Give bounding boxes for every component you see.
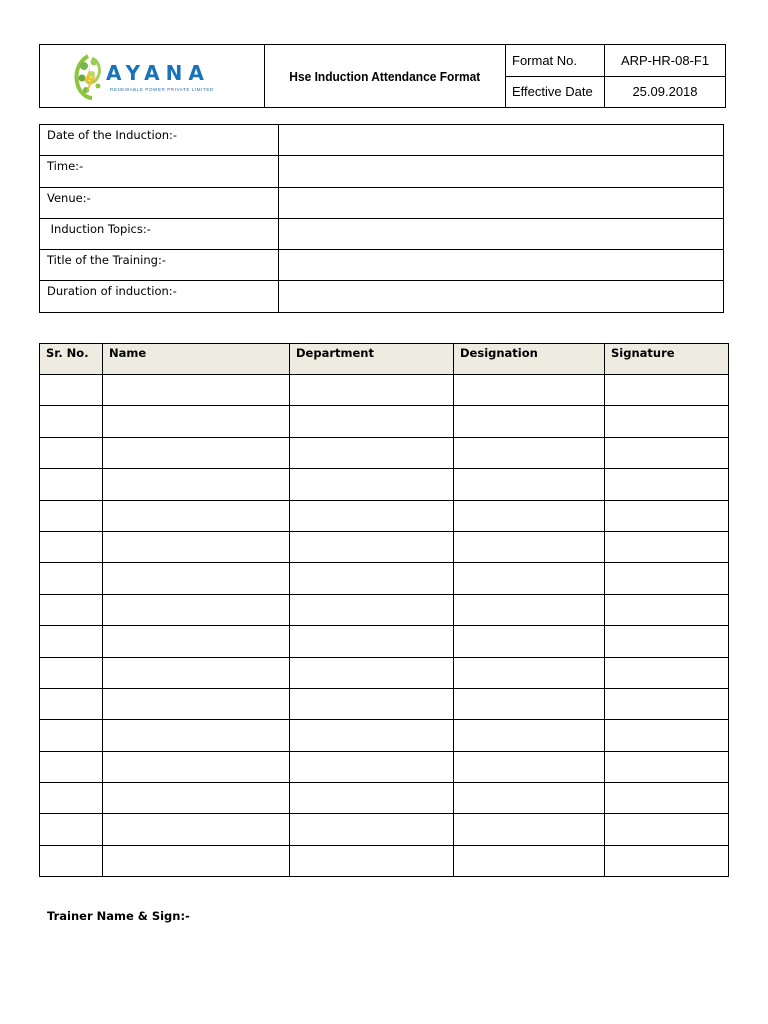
cell-name[interactable] — [103, 845, 290, 876]
format-no-value: ARP-HR-08-F1 — [605, 45, 726, 77]
logo-tagline: RENEWABLE POWER PRIVATE LIMITED — [110, 87, 214, 92]
table-row — [40, 845, 729, 876]
cell-designation[interactable] — [454, 845, 605, 876]
cell-signature[interactable] — [605, 531, 729, 562]
cell-signature[interactable] — [605, 375, 729, 406]
table-row — [40, 594, 729, 625]
cell-department[interactable] — [290, 469, 454, 500]
info-label: Venue:- — [40, 187, 279, 218]
cell-department[interactable] — [290, 751, 454, 782]
cell-name[interactable] — [103, 406, 290, 437]
ayana-logo — [70, 52, 230, 100]
cell-designation[interactable] — [454, 500, 605, 531]
cell-name[interactable] — [103, 375, 290, 406]
cell-department[interactable] — [290, 783, 454, 814]
cell-sr-no[interactable] — [40, 657, 103, 688]
cell-name[interactable] — [103, 720, 290, 751]
cell-department[interactable] — [290, 406, 454, 437]
logo-wordmark: AYANA — [106, 61, 210, 85]
info-value-field[interactable] — [279, 281, 724, 312]
cell-department[interactable] — [290, 375, 454, 406]
cell-signature[interactable] — [605, 688, 729, 719]
column-header-sr-no: Sr. No. — [40, 344, 103, 375]
document-header — [39, 44, 726, 108]
cell-department[interactable] — [290, 845, 454, 876]
cell-sr-no[interactable] — [40, 751, 103, 782]
document-title: Hse Induction Attendance Format — [265, 45, 506, 108]
cell-signature[interactable] — [605, 751, 729, 782]
info-value-field[interactable] — [279, 125, 724, 156]
cell-sr-no[interactable] — [40, 406, 103, 437]
table-row — [40, 375, 729, 406]
cell-sr-no[interactable] — [40, 469, 103, 500]
effective-date-value: 25.09.2018 — [605, 76, 726, 108]
cell-designation[interactable] — [454, 626, 605, 657]
info-value-field[interactable] — [279, 156, 724, 187]
table-row — [40, 688, 729, 719]
cell-sr-no[interactable] — [40, 437, 103, 468]
cell-name[interactable] — [103, 814, 290, 845]
cell-sr-no[interactable] — [40, 720, 103, 751]
cell-signature[interactable] — [605, 500, 729, 531]
info-label: Date of the Induction:- — [40, 125, 279, 156]
cell-department[interactable] — [290, 563, 454, 594]
cell-sr-no[interactable] — [40, 594, 103, 625]
cell-name[interactable] — [103, 563, 290, 594]
info-label: Title of the Training:- — [40, 250, 279, 281]
info-row — [40, 156, 724, 187]
format-no-label: Format No. — [506, 45, 605, 77]
cell-name[interactable] — [103, 657, 290, 688]
column-header-department: Department — [290, 344, 454, 375]
cell-department[interactable] — [290, 814, 454, 845]
cell-signature[interactable] — [605, 720, 729, 751]
table-row — [40, 657, 729, 688]
cell-name[interactable] — [103, 626, 290, 657]
table-row — [40, 406, 729, 437]
info-value-field[interactable] — [279, 187, 724, 218]
info-row — [40, 250, 724, 281]
info-row — [40, 218, 724, 249]
cell-designation[interactable] — [454, 783, 605, 814]
table-row — [40, 500, 729, 531]
trainer-name-sign-label: Trainer Name & Sign:- — [47, 909, 190, 923]
info-label: Duration of induction:- — [40, 281, 279, 312]
cell-department[interactable] — [290, 594, 454, 625]
info-value-field[interactable] — [279, 218, 724, 249]
cell-designation[interactable] — [454, 469, 605, 500]
cell-department[interactable] — [290, 437, 454, 468]
cell-designation[interactable] — [454, 437, 605, 468]
table-row — [40, 563, 729, 594]
table-row — [40, 437, 729, 468]
attendance-body — [40, 375, 729, 877]
cell-signature[interactable] — [605, 814, 729, 845]
cell-name[interactable] — [103, 531, 290, 562]
cell-signature[interactable] — [605, 594, 729, 625]
column-header-signature: Signature — [605, 344, 729, 375]
cell-sr-no[interactable] — [40, 531, 103, 562]
info-label: Time:- — [40, 156, 279, 187]
cell-signature[interactable] — [605, 406, 729, 437]
cell-department[interactable] — [290, 531, 454, 562]
cell-designation[interactable] — [454, 531, 605, 562]
cell-name[interactable] — [103, 469, 290, 500]
info-row — [40, 187, 724, 218]
cell-signature[interactable] — [605, 563, 729, 594]
info-row — [40, 281, 724, 312]
cell-department[interactable] — [290, 720, 454, 751]
cell-designation[interactable] — [454, 814, 605, 845]
cell-designation[interactable] — [454, 563, 605, 594]
cell-department[interactable] — [290, 688, 454, 719]
cell-department[interactable] — [290, 657, 454, 688]
cell-designation[interactable] — [454, 594, 605, 625]
cell-sr-no[interactable] — [40, 688, 103, 719]
table-row — [40, 626, 729, 657]
cell-designation[interactable] — [454, 688, 605, 719]
cell-name[interactable] — [103, 437, 290, 468]
cell-department[interactable] — [290, 626, 454, 657]
cell-name[interactable] — [103, 783, 290, 814]
table-row — [40, 751, 729, 782]
cell-signature[interactable] — [605, 845, 729, 876]
column-header-designation: Designation — [454, 344, 605, 375]
effective-date-label: Effective Date — [506, 76, 605, 108]
table-row — [40, 720, 729, 751]
cell-designation[interactable] — [454, 751, 605, 782]
cell-sr-no[interactable] — [40, 626, 103, 657]
cell-sr-no[interactable] — [40, 814, 103, 845]
cell-designation[interactable] — [454, 720, 605, 751]
leaf-swirl-icon — [70, 52, 110, 100]
cell-signature[interactable] — [605, 437, 729, 468]
info-label: Induction Topics:- — [40, 218, 279, 249]
info-value-field[interactable] — [279, 250, 724, 281]
logo-cell — [40, 45, 265, 108]
cell-sr-no[interactable] — [40, 375, 103, 406]
table-row — [40, 469, 729, 500]
induction-info-table — [39, 124, 724, 313]
cell-designation[interactable] — [454, 406, 605, 437]
cell-designation[interactable] — [454, 375, 605, 406]
table-row — [40, 814, 729, 845]
table-row — [40, 783, 729, 814]
cell-name[interactable] — [103, 751, 290, 782]
info-row — [40, 125, 724, 156]
cell-sr-no[interactable] — [40, 845, 103, 876]
cell-designation[interactable] — [454, 657, 605, 688]
attendance-header-row — [40, 344, 729, 375]
cell-sr-no[interactable] — [40, 563, 103, 594]
cell-signature[interactable] — [605, 626, 729, 657]
cell-name[interactable] — [103, 594, 290, 625]
cell-sr-no[interactable] — [40, 783, 103, 814]
cell-name[interactable] — [103, 500, 290, 531]
table-row — [40, 531, 729, 562]
cell-department[interactable] — [290, 500, 454, 531]
column-header-name: Name — [103, 344, 290, 375]
cell-sr-no[interactable] — [40, 500, 103, 531]
cell-name[interactable] — [103, 688, 290, 719]
cell-signature[interactable] — [605, 657, 729, 688]
attendance-table — [39, 343, 729, 877]
cell-signature[interactable] — [605, 783, 729, 814]
cell-signature[interactable] — [605, 469, 729, 500]
